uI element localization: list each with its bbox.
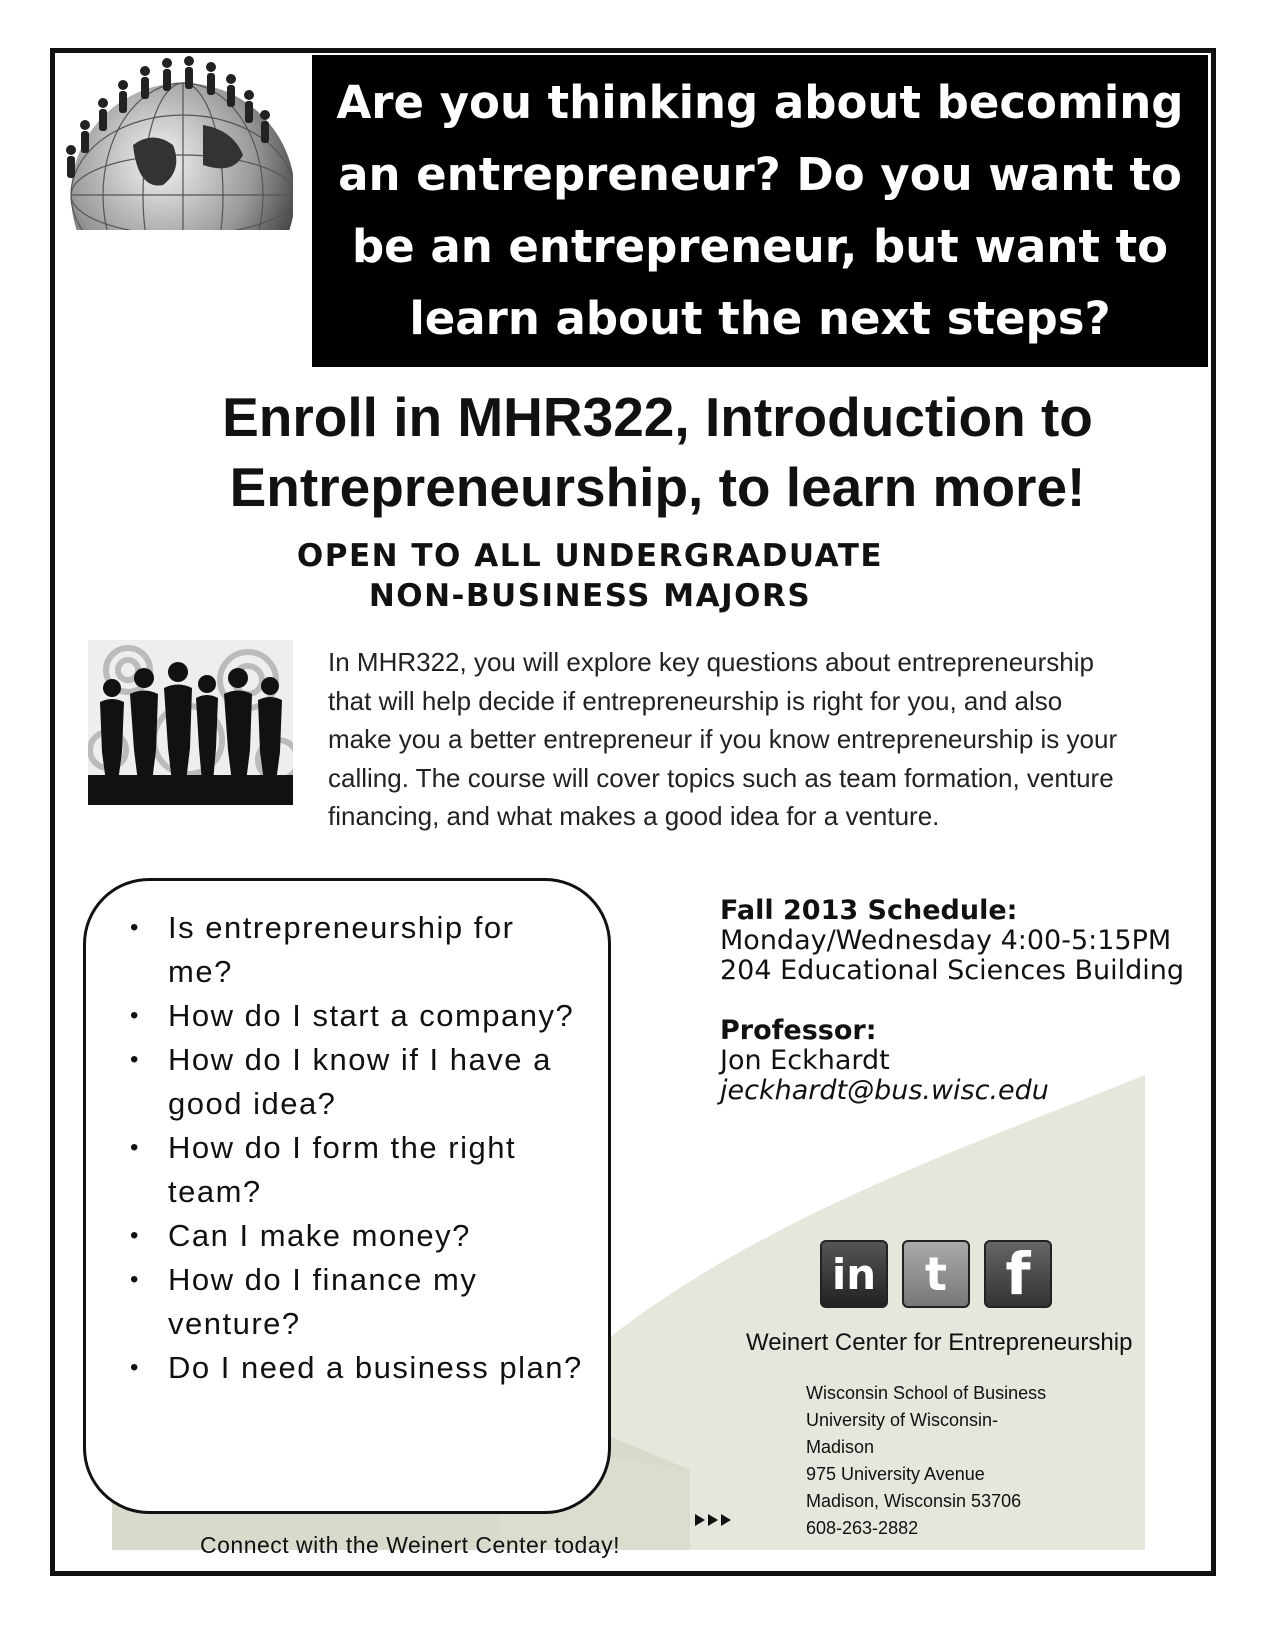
eligibility-line-2: NON-BUSINESS MAJORS xyxy=(368,578,812,614)
question-item: • How do I know if I have a good idea? xyxy=(125,1038,585,1126)
globe-people-illustration xyxy=(53,55,293,230)
linkedin-icon[interactable]: in xyxy=(820,1240,888,1308)
social-links xyxy=(820,1240,1060,1312)
schedule-location: 204 Educational Sciences Building xyxy=(720,955,1185,986)
question-item: • Do I need a business plan? xyxy=(125,1346,585,1390)
twitter-icon[interactable]: t xyxy=(902,1240,970,1308)
course-description: In MHR322, you will explore key questions about entrepreneurship that will help decide if entrepreneurship is right for you, and also make you a better entrepreneur if you know entrepreneurship is your calling. The course will cover topics such as team formation, venture financing, and what makes a good idea for a venture. xyxy=(328,647,1118,831)
schedule-heading: Fall 2013 Schedule: xyxy=(720,895,1018,926)
connect-text: Connect with the Weinert Center today! xyxy=(200,1532,621,1558)
question-item: • How do I start a company? xyxy=(125,994,585,1038)
address-line: 608-263-2882 xyxy=(806,1518,919,1538)
facebook-icon[interactable]: f xyxy=(984,1240,1052,1308)
professor-heading: Professor: xyxy=(720,1015,877,1046)
enroll-line-2: Entrepreneurship, to learn more! xyxy=(229,456,1086,518)
enroll-heading xyxy=(150,382,1165,522)
professor-email[interactable]: jeckhardt@bus.wisc.edu xyxy=(720,1075,1049,1106)
questions-list xyxy=(125,906,585,1390)
question-item: • Is entrepreneurship for me? xyxy=(125,906,585,994)
address-line: Wisconsin School of Business xyxy=(806,1383,1047,1403)
spacer xyxy=(720,986,1210,1016)
address-line: 975 University Avenue xyxy=(806,1464,985,1484)
center-name: Weinert Center for Entrepreneurship xyxy=(746,1329,1133,1356)
headline-banner xyxy=(312,55,1208,367)
eligibility-heading xyxy=(280,536,900,616)
question-item: • How do I form the right team? xyxy=(125,1126,585,1214)
question-item: • How do I finance my venture? xyxy=(125,1258,585,1346)
professor-name: Jon Eckhardt xyxy=(720,1045,890,1076)
address-line: Madison, Wisconsin 53706 xyxy=(806,1491,1022,1511)
schedule-time: Monday/Wednesday 4:00-5:15PM xyxy=(720,925,1172,956)
question-item: • Can I make money? xyxy=(125,1214,585,1258)
schedule-block xyxy=(720,896,1210,1106)
eligibility-line-1: OPEN TO ALL UNDERGRADUATE xyxy=(296,538,884,574)
address-block xyxy=(806,1380,1086,1542)
enroll-line-1: Enroll in MHR322, Introduction to xyxy=(222,386,1093,448)
silhouette-group-illustration xyxy=(88,640,293,805)
address-line: Madison xyxy=(806,1437,875,1457)
arrow-right-icon xyxy=(695,1510,745,1530)
address-line: University of Wisconsin- xyxy=(806,1410,999,1430)
headline-text: Are you thinking about becoming an entrepreneur? Do you want to be an entrepreneur, but want to learn about the next steps? xyxy=(336,76,1184,345)
